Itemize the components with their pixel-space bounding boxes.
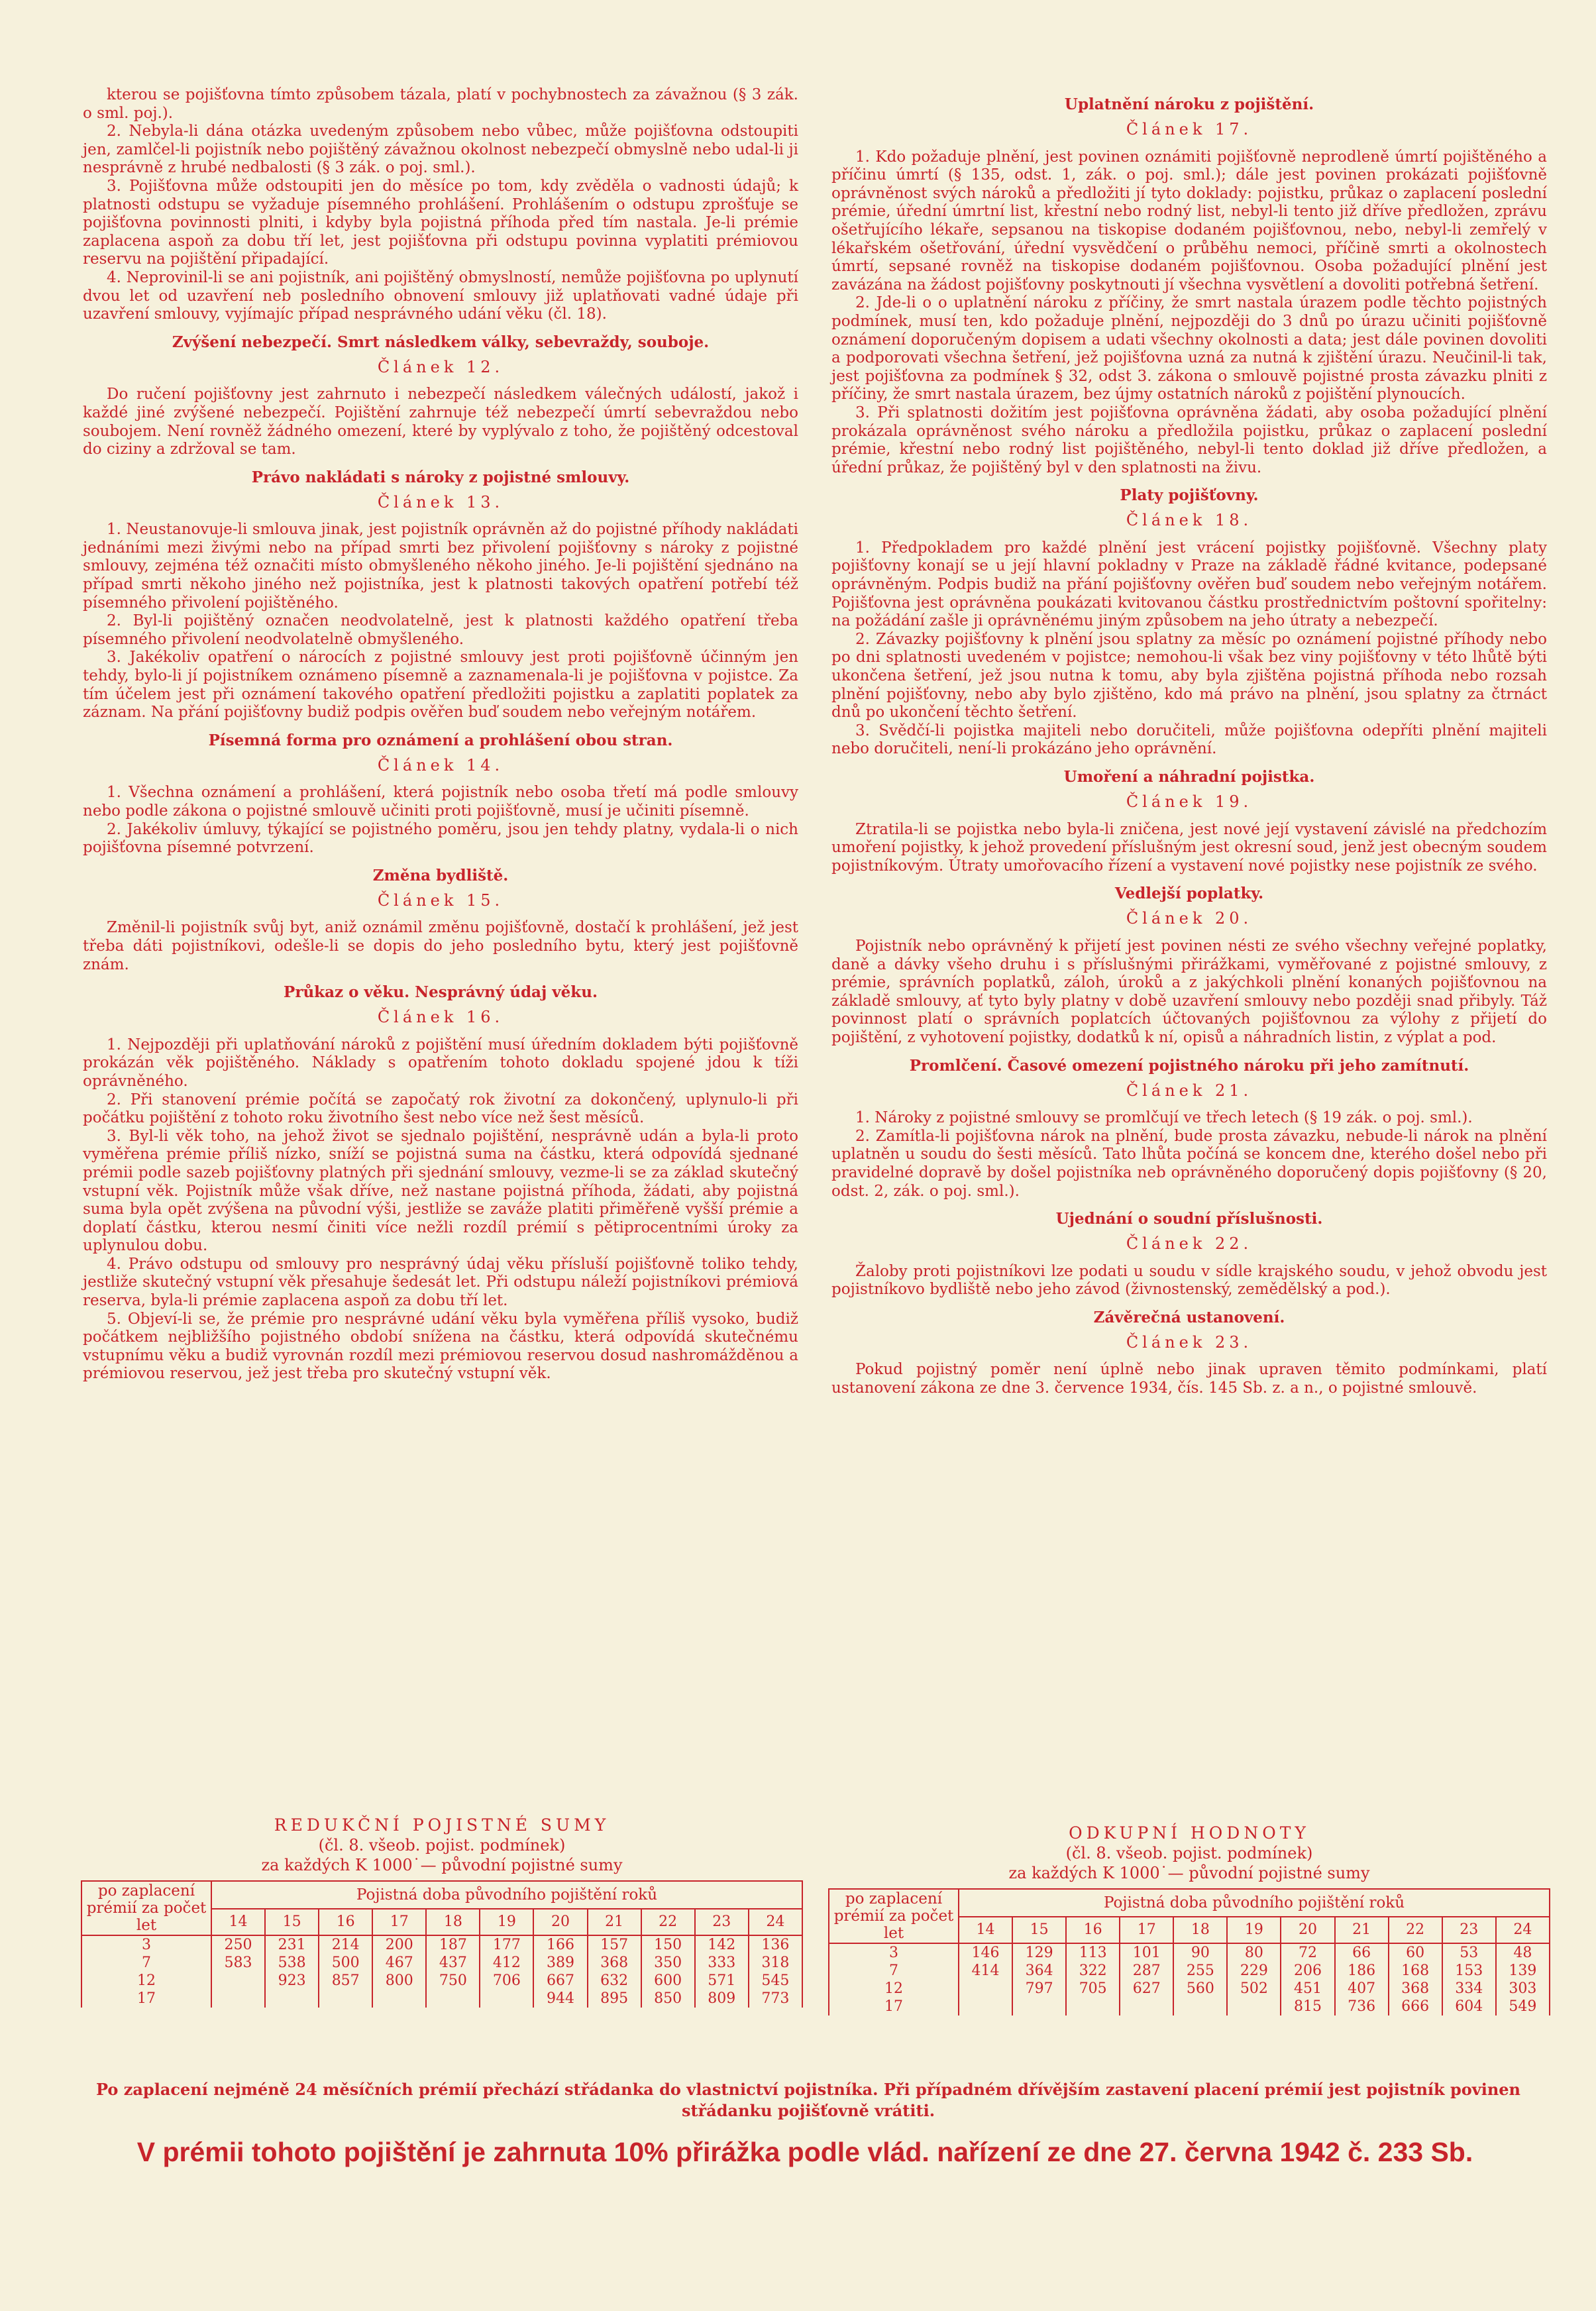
table-cell: 139 [1496, 1962, 1550, 1980]
table-cell: 437 [426, 1954, 480, 1972]
paragraph: Žaloby proti pojistníkovi lze podati u soudu v sídle krajského soudu, v jehož obvodu jest pojistníkovo bydliště nebo jeho závod (živnostenský, zemědělský a pod.). [831, 1262, 1547, 1299]
table-cell: 895 [588, 1990, 641, 2008]
table-cell [1012, 1998, 1066, 2015]
paragraph: 5. Objeví-li se, že prémie pro nesprávné udání věku byla vyměřena příliš vysoko, budiž počátkem nejbližšího pojistného období snížena na částku, která odpovídá skutečnému vstupnímu věku a budiž vyrovnán rozdíl mezi prémiovou reservou dosud nashromážděnou a prémiovou reservou, jež jest třeba pro skutečný vstupní věk. [83, 1310, 798, 1383]
section-heading: Písemná forma pro oznámení a prohlášení obou stran. [208, 731, 673, 749]
table-cell: 187 [426, 1935, 480, 1954]
table-cell: 944 [533, 1990, 587, 2008]
row-label: 3 [81, 1935, 211, 1954]
article-number: Článek 17. [1126, 120, 1253, 138]
table-cell [265, 1990, 319, 2008]
paragraph: Do ručení pojišťovny jest zahrnuto i nebezpečí následkem válečných událostí, jakož i každé jiné zvýšené nebezpečí. Pojištění zahrnuje též nebezpečí úmrtí sebevraždou nebo soubojem. Není rovněž žádného omezení, které by vyplývalo z toho, že pojištěný odcestoval do ciziny a zdržoval se tam. [83, 386, 798, 458]
table-cell: 80 [1227, 1943, 1281, 1962]
year-header: 24 [749, 1909, 802, 1935]
year-header: 17 [1120, 1917, 1173, 1943]
table-row [81, 1935, 802, 1954]
paragraph: Změnil-li pojistník svůj byt, aniž oznámil změnu pojišťovně, dostačí k prohlášení, jež jest třeba dáti pojistníkovi, odešle-li se dopis do jeho posledního bytu, který jest pojišťovně znám. [83, 919, 798, 973]
section-heading: Ujednání o soudní příslušnosti. [1055, 1210, 1323, 1228]
year-header: 18 [1173, 1917, 1227, 1943]
surrender-table-block [828, 1823, 1550, 2015]
paragraph: Pokud pojistný poměr není úplně nebo jinak upraven těmito podmínkami, platí ustanovení zákona ze dne 3. července 1934, čís. 145 Sb. z. a n., o pojistné smlouvě. [831, 1361, 1547, 1397]
table-cell: 538 [265, 1954, 319, 1972]
paragraph: 1. Předpokladem pro každé plnění jest vrácení pojistky pojišťovně. Všechny platy pojišťovny konají se u její hlavní pokladny v Praze na základě řádné kvitance, podepsané oprávněným. Podpis budiž na přání pojišťovny ověřen buď soudem nebo veřejným notářem. Pojišťovna jest oprávněna poukázati kvitovanou částku prostřednictvím poštovní spořitelny: na požádání zašle ji oprávněnému jiným způsobem na jeho útraty a nebezpečí. [831, 539, 1547, 630]
table-cell [959, 1998, 1012, 2015]
table-cell: 583 [211, 1954, 265, 1972]
year-header: 17 [372, 1909, 426, 1935]
section-heading: Právo nakládati s nároky z pojistné smlouvy. [251, 468, 630, 486]
paragraph: 2. Jakékoliv úmluvy, týkající se pojistného poměru, jsou jen tehdy platny, vydala-li o nich pojišťovna písemné potvrzení. [83, 820, 798, 857]
table-cell [319, 1990, 372, 2008]
year-header: 23 [695, 1909, 749, 1935]
table-cell: 667 [533, 1972, 587, 1990]
year-header: 22 [641, 1909, 695, 1935]
table-cell: 153 [1442, 1962, 1496, 1980]
paragraph: 1. Neustanovuje-li smlouva jinak, jest pojistník oprávněn až do pojistné příhody nakládati jednáními mezi živými nebo na případ smrti bez přivolení pojišťovny s nároky z pojistné smlouvy, zejména též označiti místo obmyšleného někoho jiného. Je-li pojištění sjednáno na případ smrti někoho jiného než pojistníka, jest k platnosti takových opatření potřebí též písemného přivolení pojištěného. [83, 521, 798, 612]
reduction-table-title: REDUKČNÍ POJISTNÉ SUMY [274, 1815, 610, 1835]
table-cell: 857 [319, 1972, 372, 1990]
table-cell: 255 [1173, 1962, 1227, 1980]
paragraph: 1. Nároky z pojistné smlouvy se promlčují ve třech letech (§ 19 zák. o poj. sml.). [855, 1109, 1473, 1127]
row-label: 12 [829, 1980, 959, 1998]
row-header-cell: po zaplacení prémií za počet let [829, 1889, 959, 1943]
surrender-table-title: ODKUPNÍ HODNOTY [1069, 1823, 1310, 1843]
table-cell: 797 [1012, 1980, 1066, 1998]
table-cell: 604 [1442, 1998, 1496, 2015]
table-cell [211, 1972, 265, 1990]
paragraph: Ztratila-li se pojistka nebo byla-li zničena, jest nové její vystavení závislé na předchozím umoření pojistky, k jehož provedení příslušným jest okresní soud, jenž jest obecným soudem pojistníkovým. Útraty umořovacího řízení a vystavení nové pojistky nese pojistník ze svého. [831, 820, 1547, 875]
table-cell: 500 [319, 1954, 372, 1972]
table-row [829, 1962, 1550, 1980]
table-cell: 250 [211, 1935, 265, 1954]
table-cell: 368 [1389, 1980, 1442, 1998]
section-heading: Průkaz o věku. Nesprávný údaj věku. [284, 983, 598, 1002]
year-header: 22 [1389, 1917, 1442, 1943]
table-cell: 750 [426, 1972, 480, 1990]
table-cell: 177 [480, 1935, 533, 1954]
table-cell: 545 [749, 1972, 802, 1990]
paragraph: 2. Závazky pojišťovny k plnění jsou splatny za měsíc po oznámení pojistné příhody nebo po dni splatnosti uvedeném v pojistce; nemohou-li však bez viny pojišťovny v této lhůtě býti ukončena šetření, jež jsou nutna k tomu, aby byla zjištěna pojistná příhoda nebo rozsah plnění pojišťovny, nebo aby bylo zjištěno, kdo má právo na plnění, jsou splatny za čtrnáct dnů po ukončení těchto šetření. [831, 630, 1547, 722]
year-header: 19 [480, 1909, 533, 1935]
table-row [81, 1954, 802, 1972]
year-header: 24 [1496, 1917, 1550, 1943]
table-cell: 850 [641, 1990, 695, 2008]
year-header: 16 [319, 1909, 372, 1935]
table-cell: 186 [1335, 1962, 1389, 1980]
paragraph: 4. Právo odstupu od smlouvy pro nesprávný údaj věku přísluší pojišťovně toliko tehdy, jestliže skutečný vstupní věk přesahuje šedesát let. Při odstupu náleží pojistníkovi prémiová reserva, byla-li prémie zaplacena aspoň za dobu tří let. [83, 1255, 798, 1310]
table-cell: 451 [1281, 1980, 1334, 1998]
table-cell: 129 [1012, 1943, 1066, 1962]
table-cell: 549 [1496, 1998, 1550, 2015]
year-header: 20 [1281, 1917, 1334, 1943]
table-cell: 334 [1442, 1980, 1496, 1998]
table-cell: 200 [372, 1935, 426, 1954]
table-row [829, 1943, 1550, 1962]
paragraph: 2. Nebyla-li dána otázka uvedeným způsobem nebo vůbec, může pojišťovna odstoupiti jen, zamlčel-li pojistník nebo pojištěný závažnou okolnost nebezpečí obmyslně nebo udal-li ji nesprávně z hrubé nedbalosti (§ 3 zák. o poj. sml.). [83, 123, 798, 177]
surrender-table-subtitle: (čl. 8. všeob. pojist. podmínek) [1065, 1844, 1313, 1862]
table-cell: 632 [588, 1972, 641, 1990]
table-cell: 923 [265, 1972, 319, 1990]
table-cell: 231 [265, 1935, 319, 1954]
section-heading: Uplatnění nároku z pojištění. [1064, 95, 1314, 113]
article-number: Článek 18. [1126, 511, 1253, 530]
year-header: 15 [1012, 1917, 1066, 1943]
reduction-table-subtitle: (čl. 8. všeob. pojist. podmínek) [318, 1836, 566, 1854]
paragraph: 3. Při splatnosti dožitím jest pojišťovna oprávněna žádati, aby osoba požadující plnění prokázala oprávněnost svého nároku a předložila pojistku, průkaz o zaplacení poslední prémie, křestní nebo rodný list pojištěného, nebyl-li tento doklad již dříve předložen, a úřední průkaz, že pojištěný byl v den splatnosti na živu. [831, 403, 1547, 476]
row-label: 7 [829, 1962, 959, 1980]
table-cell [1173, 1998, 1227, 2015]
table-cell: 53 [1442, 1943, 1496, 1962]
article-number: Článek 22. [1126, 1234, 1253, 1254]
year-header: 21 [1335, 1917, 1389, 1943]
article-number: Článek 23. [1126, 1332, 1253, 1352]
table-cell [426, 1990, 480, 2008]
table-cell: 168 [1389, 1962, 1442, 1980]
reduction-table-subtitle-2: za každých K 1000˙— původní pojistné sumy [261, 1856, 623, 1874]
table-cell: 142 [695, 1935, 749, 1954]
paragraph: 3. Svědčí-li pojistka majiteli nebo doručiteli, může pojišťovna odepříti plnění majiteli nebo doručiteli, není-li prokázáno jeho oprávnění. [831, 722, 1547, 758]
right-column [831, 86, 1547, 1398]
row-label: 7 [81, 1954, 211, 1972]
table-cell: 368 [588, 1954, 641, 1972]
year-header: 20 [533, 1909, 587, 1935]
section-heading: Promlčení. Časové omezení pojistného nároku při jeho zamítnutí. [909, 1056, 1469, 1075]
paragraph: kterou se pojišťovna tímto způsobem tázala, platí v pochybnostech za závažnou (§ 3 zák. o sml. poj.). [83, 86, 798, 122]
table-cell: 146 [959, 1943, 1012, 1962]
table-cell: 414 [959, 1962, 1012, 1980]
paragraph: 2. Při stanovení prémie počítá se započatý rok životní za dokončený, uplynulo-li při počátku pojištění z tohoto roku životního šest nebo více než šest měsíců. [83, 1091, 798, 1127]
table-cell: 627 [1120, 1980, 1173, 1998]
table-cell: 60 [1389, 1943, 1442, 1962]
surrender-table-subtitle-2: za každých K 1000˙— původní pojistné sumy [1008, 1864, 1370, 1882]
section-heading: Zvýšení nebezpečí. Smrt následkem války, sebevraždy, souboje. [172, 333, 710, 351]
table-cell: 666 [1389, 1998, 1442, 2015]
paragraph: Pojistník nebo oprávněný k přijetí jest povinen nésti ze svého všechny veřejné poplatky, daně a dávky všeho druhu i s příslušnými přirážkami, vyměřované z pojistné smlouvy, z prémie, správních poplatků, záloh, úroků a z jakýchkoli plnění konaných pojišťovnou na základě smlouvy, ať tyto byly platny v době uzavření smlouvy nebo později snad přibyly. Táž povinnost platí o správních poplatcích účtovaných pojišťovnou za výlohy z přijetí do pojištění, z vyhotovení pojistky, dodatků k ní, opisů a náhradních listin, z výplat a pod. [831, 937, 1547, 1046]
section-heading: Vedlejší poplatky. [1114, 885, 1264, 903]
table-cell: 600 [641, 1972, 695, 1990]
section-heading: Umoření a náhradní pojistka. [1063, 768, 1315, 786]
paragraph: 2. Zamítla-li pojišťovna nárok na plnění, bude prosta závazku, nebude-li nárok na plnění uplatněn u soudu do šesti měsíců. Tato lhůta počíná se koncem dne, kterého došel nebo při pravidelné dopravě by došel pojistníka neb oprávněného doporučený dopis pojišťovny (§ 20, odst. 2, zák. o poj. sml.). [831, 1127, 1547, 1200]
article-number: Článek 21. [1126, 1081, 1253, 1100]
table-cell: 66 [1335, 1943, 1389, 1962]
table-cell: 773 [749, 1990, 802, 2008]
table-cell: 800 [372, 1972, 426, 1990]
row-header-cell: po zaplacení prémií za počet let [81, 1881, 211, 1935]
table-cell: 318 [749, 1954, 802, 1972]
column-group-header: Pojistná doba původního pojištění roků [959, 1889, 1550, 1917]
table-cell: 303 [1496, 1980, 1550, 1998]
table-row [81, 1972, 802, 1990]
table-cell: 407 [1335, 1980, 1389, 1998]
article-number: Článek 19. [1126, 792, 1253, 811]
table-cell [372, 1990, 426, 2008]
paragraph: 3. Pojišťovna může odstoupiti jen do měsíce po tom, kdy zvěděla o vadnosti údajů; k platnosti odstupu se vyžaduje písemného prohlášení. Prohlášením o odstupu zprošťuje se pojišťovna povinnosti plniti, i kdyby byla pojistná příhoda před tím nastala. Je-li prémie zaplacena aspoň za dobu tří let, jest pojišťovna při odstupu povinna vyplatiti prémiovou reservu na pojištění připadající. [83, 177, 798, 268]
row-label: 17 [81, 1990, 211, 2008]
table-cell: 350 [641, 1954, 695, 1972]
article-number: Článek 20. [1126, 909, 1253, 928]
table-cell: 287 [1120, 1962, 1173, 1980]
table-cell: 815 [1281, 1998, 1334, 2015]
premium-surcharge-notice: V prémii tohoto pojištění je zahrnuta 10% přirážka podle vlád. nařízení ze dne 27. června 1942 č. 233 Sb. [136, 2137, 1473, 2167]
table-cell: 322 [1066, 1962, 1120, 1980]
paragraph: 1. Kdo požaduje plnění, jest povinen oznámiti pojišťovně neprodleně úmrtí pojištěného a příčinu úmrtí (§ 135, odst. 1, zák. o poj. sml.); dále jest povinen prokázati pojišťovně oprávněnost svých nároků a předložiti jí tyto doklady: pojistku, průkaz o zaplacení poslední prémie, úřední úmrtní list, křestní nebo rodný list, nebyl-li tento již dříve předložen, zprávu ošetřujícího lékaře, sepsanou na tiskopise dodaném pojišťovnou, nebo, nebyl-li zemřelý v lékařském ošetřování, úřední vysvědčení o průběhu nemoci, příčině smrti a okolnostech úmrtí, sepsané rovněž na tiskopise dodaném pojišťovnou. Osoba požadující plnění jest zavázána na žádost pojišťovny poskytnouti jí všechna vysvětlení a dovoliti potřebná šetření. [831, 148, 1547, 294]
year-header: 23 [1442, 1917, 1496, 1943]
table-cell: 229 [1227, 1962, 1281, 1980]
table-cell: 90 [1173, 1943, 1227, 1962]
table-cell [959, 1980, 1012, 1998]
table-row [829, 1998, 1550, 2015]
table-cell: 101 [1120, 1943, 1173, 1962]
table-cell: 72 [1281, 1943, 1334, 1962]
table-cell: 333 [695, 1954, 749, 1972]
table-cell: 166 [533, 1935, 587, 1954]
year-header: 21 [588, 1909, 641, 1935]
row-label: 17 [829, 1998, 959, 2015]
reduction-table [81, 1880, 803, 2008]
footer-note: Po zaplacení nejméně 24 měsíčních prémií přechází střádanka do vlastnictví pojistníka. Při případném dřívějším zastavení placení prémií jest pojistník povinen střádanku pojišťovně vrátiti. [95, 2080, 1521, 2120]
table-cell [480, 1990, 533, 2008]
row-label: 3 [829, 1943, 959, 1962]
table-cell [1066, 1998, 1120, 2015]
section-heading: Závěrečná ustanovení. [1093, 1308, 1285, 1326]
article-number: Článek 16. [377, 1008, 504, 1027]
year-header: 14 [211, 1909, 265, 1935]
table-cell: 412 [480, 1954, 533, 1972]
table-cell [1120, 1998, 1173, 2015]
reduction-table-block [81, 1815, 803, 2008]
article-number: Článek 14. [377, 755, 504, 775]
table-cell: 214 [319, 1935, 372, 1954]
year-header: 19 [1227, 1917, 1281, 1943]
article-number: Článek 12. [377, 357, 504, 376]
table-cell: 150 [641, 1935, 695, 1954]
year-header: 14 [959, 1917, 1012, 1943]
section-heading: Změna bydliště. [372, 866, 509, 885]
column-group-header: Pojistná doba původního pojištění roků [211, 1881, 802, 1909]
paragraph: 1. Všechna oznámení a prohlášení, která pojistník nebo osoba třetí má podle smlouvy nebo podle zákona o pojistné smlouvě učiniti proti pojišťovně, musí je učiniti písemně. [83, 784, 798, 820]
table-cell: 113 [1066, 1943, 1120, 1962]
year-header: 16 [1066, 1917, 1120, 1943]
article-number: Článek 13. [377, 492, 504, 511]
table-cell: 560 [1173, 1980, 1227, 1998]
year-header: 18 [426, 1909, 480, 1935]
table-row [81, 1990, 802, 2008]
table-cell: 467 [372, 1954, 426, 1972]
surrender-table [828, 1888, 1550, 2015]
left-column [83, 86, 798, 1383]
table-cell [1227, 1998, 1281, 2015]
table-cell: 136 [749, 1935, 802, 1954]
row-label: 12 [81, 1972, 211, 1990]
paragraph: 2. Byl-li pojištěný označen neodvolatelně, jest k platnosti každého opatření třeba písemného přivolení neodvolatelně obmyšleného. [83, 612, 798, 648]
table-cell: 706 [480, 1972, 533, 1990]
table-cell: 206 [1281, 1962, 1334, 1980]
article-number: Článek 15. [377, 890, 504, 910]
paragraph: 2. Jde-li o o uplatnění nároku z příčiny, že smrt nastala úrazem podle těchto pojistných podmínek, musí ten, kdo požaduje plnění, nejpozději do 3 dnů po úrazu učiniti pojišťovně oznámení doporučeným dopisem a udati všechny okolnosti a data; jest dále povinen dovoliti a podporovati všechna šetření, jež pojišťovna uzná za nutná k zjištění úrazu. Neučinil-li tak, jest pojišťovna za podmínek § 32, odst 3. zákona o smlouvě pojistné prosta závazku plniti z příčiny, že smrt nastala úrazem, bez újmy ostatních nároků z pojištění plynoucích. [831, 294, 1547, 403]
section-heading: Platy pojišťovny. [1120, 486, 1259, 505]
paragraph: 3. Jakékoliv opatření o nárocích z pojistné smlouvy jest proti pojišťovně účinným jen tehdy, bylo-li jí pojistníkem oznámeno písemně a zaznamenala-li je pojišťovna v pojistce. Za tím účelem jest při oznámení takového opatření předložiti pojistku a zaplatiti poplatek za záznam. Na přání pojišťovny budiž podpis ověřen buď soudem nebo veřejným notářem. [83, 649, 798, 722]
table-cell: 48 [1496, 1943, 1550, 1962]
paragraph: 4. Neprovinil-li se ani pojistník, ani pojištěný obmyslností, nemůže pojišťovna po uplynutí dvou let od uzavření neb posledního obnovení smlouvy již uplatňovati vadné údaje při uzavření smlouvy, vyjímajíc případ nesprávného udání věku (čl. 18). [83, 268, 798, 323]
table-cell: 364 [1012, 1962, 1066, 1980]
table-cell [211, 1990, 265, 2008]
table-row [829, 1980, 1550, 1998]
paragraph: 3. Byl-li věk toho, na jehož život se sjednalo pojištění, nesprávně udán a byla-li proto vyměřena prémie příliš nízko, sníží se pojistná suma na částku, která odpovídá sjednané prémii podle sazeb pojišťovny platných při sjednání smlouvy, vezme-li se za základ skutečný vstupní věk. Pojistník může však dříve, než nastane pojistná příhoda, žádati, aby pojistná suma byla opět zvýšena na původní výši, jestliže se zaváže platiti přiměřeně vyšší prémie a doplatí částku, kterou nesmí činiti více nežli rozdíl prémií s pětiprocentními úroky za uplynulou dobu. [83, 1127, 798, 1255]
table-cell: 736 [1335, 1998, 1389, 2015]
paragraph: 1. Nejpozději při uplatňování nároků z pojištění musí úředním dokladem býti pojišťovně prokázán věk pojištěného. Náklady s opatřením tohoto dokladu spojené jdou k tíži oprávněného. [83, 1036, 798, 1090]
table-cell: 705 [1066, 1980, 1120, 1998]
table-cell: 809 [695, 1990, 749, 2008]
table-cell: 389 [533, 1954, 587, 1972]
table-cell: 157 [588, 1935, 641, 1954]
table-cell: 571 [695, 1972, 749, 1990]
year-header: 15 [265, 1909, 319, 1935]
table-cell: 502 [1227, 1980, 1281, 1998]
